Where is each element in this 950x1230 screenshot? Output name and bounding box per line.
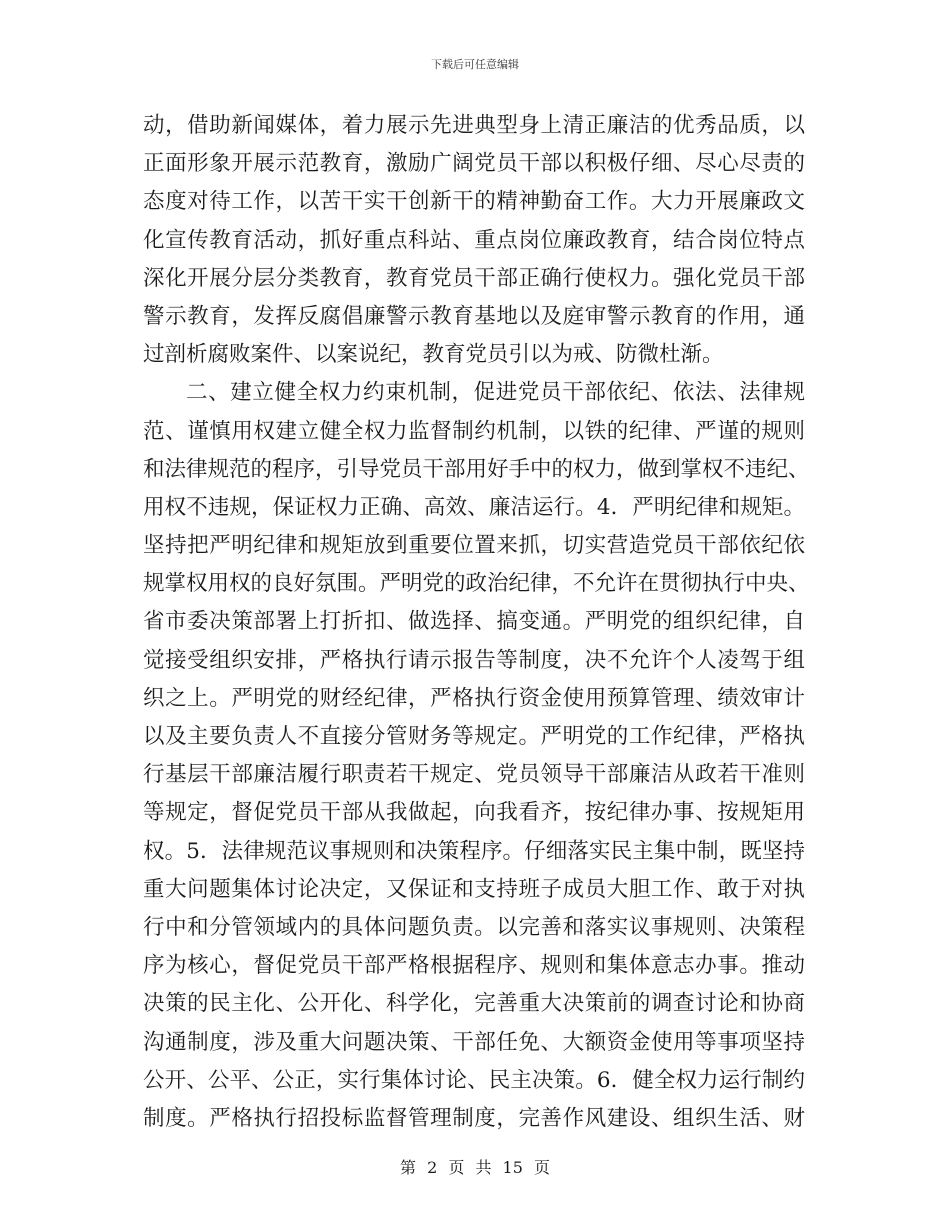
paragraph-line: 行中和分管领域内的具体问题负责。以完善和落实议事规则、决策程 xyxy=(143,914,805,940)
paragraph-line: 警示教育，发挥反腐倡廉警示教育基地以及庭审警示教育的作用，通 xyxy=(143,303,805,329)
paragraph-line: 权。5．法律规范议事规则和决策程序。仔细落实民主集中制，既坚持 xyxy=(143,838,805,864)
paragraph-line: 过剖析腐败案件、以案说纪，教育党员引以为戒、防微杜渐。 xyxy=(143,342,724,368)
paragraph-line: 深化开展分层分类教育，教育党员干部正确行使权力。强化党员干部 xyxy=(143,265,805,291)
paragraph-line: 织之上。严明党的财经纪律，严格执行资金使用预算管理、绩效审计 xyxy=(143,685,805,711)
paragraph-line: 正面形象开展示范教育，激励广阔党员干部以积极仔细、尽心尽责的 xyxy=(143,151,805,177)
paragraph-line: 公开、公平、公正，实行集体讨论、民主决策。6．健全权力运行制约 xyxy=(143,1067,805,1093)
document-body xyxy=(143,107,810,1138)
page-number-footer: 第 2 页 共 15 页 xyxy=(400,1158,550,1177)
paragraph-line: 以及主要负责人不直接分管财务等规定。严明党的工作纪律，严格执 xyxy=(143,724,805,749)
paragraph-line: 态度对待工作，以苦干实干创新干的精神勤奋工作。大力开展廉政文 xyxy=(143,189,805,215)
paragraph-line: 沟通制度，涉及重大问题决策、干部任免、大额资金使用等事项坚持 xyxy=(143,1029,805,1055)
paragraph-line: 行基层干部廉洁履行职责若干规定、党员领导干部廉洁从政若干准则 xyxy=(143,762,805,788)
paragraph-line: 坚持把严明纪律和规矩放到重要位置来抓，切实营造党员干部依纪依 xyxy=(143,533,805,559)
paragraph-line: 用权不违规，保证权力正确、高效、廉洁运行。4．严明纪律和规矩。 xyxy=(143,494,805,520)
page-header-note: 下载后可任意编辑 xyxy=(431,58,519,71)
paragraph-line: 决策的民主化、公开化、科学化，完善重大决策前的调查讨论和协商 xyxy=(143,991,805,1017)
paragraph-line: 和法律规范的程序，引导党员干部用好手中的权力，做到掌权不违纪、 xyxy=(143,456,810,482)
paragraph-line: 化宣传教育活动，抓好重点科站、重点岗位廉政教育，结合岗位特点 xyxy=(143,227,805,253)
paragraph-line: 等规定，督促党员干部从我做起，向我看齐，按纪律办事、按规矩用 xyxy=(143,800,805,826)
paragraph-line: 制度。严格执行招投标监督管理制度，完善作风建设、组织生活、财 xyxy=(143,1105,805,1131)
paragraph-line: 省市委决策部署上打折扣、做选择、搞变通。严明党的组织纪律，自 xyxy=(143,609,805,635)
paragraph-line: 规掌权用权的良好氛围。严明党的政治纪律，不允许在贯彻执行中央、 xyxy=(143,571,810,597)
paragraph-line: 重大问题集体讨论决定，又保证和支持班子成员大胆工作、敢于对执 xyxy=(143,876,805,902)
paragraph-line: 范、谨慎用权建立健全权力监督制约机制，以铁的纪律、严谨的规则 xyxy=(143,418,805,444)
paragraph-line: 二、建立健全权力约束机制，促进党员干部依纪、依法、法律规 xyxy=(186,380,805,406)
paragraph-line: 动，借助新闻媒体，着力展示先进典型身上清正廉洁的优秀品质，以 xyxy=(143,113,805,138)
paragraph-line: 觉接受组织安排，严格执行请示报告等制度，决不允许个人凌驾于组 xyxy=(143,647,805,673)
paragraph-line: 序为核心，督促党员干部严格根据程序、规则和集体意志办事。推动 xyxy=(143,953,805,979)
